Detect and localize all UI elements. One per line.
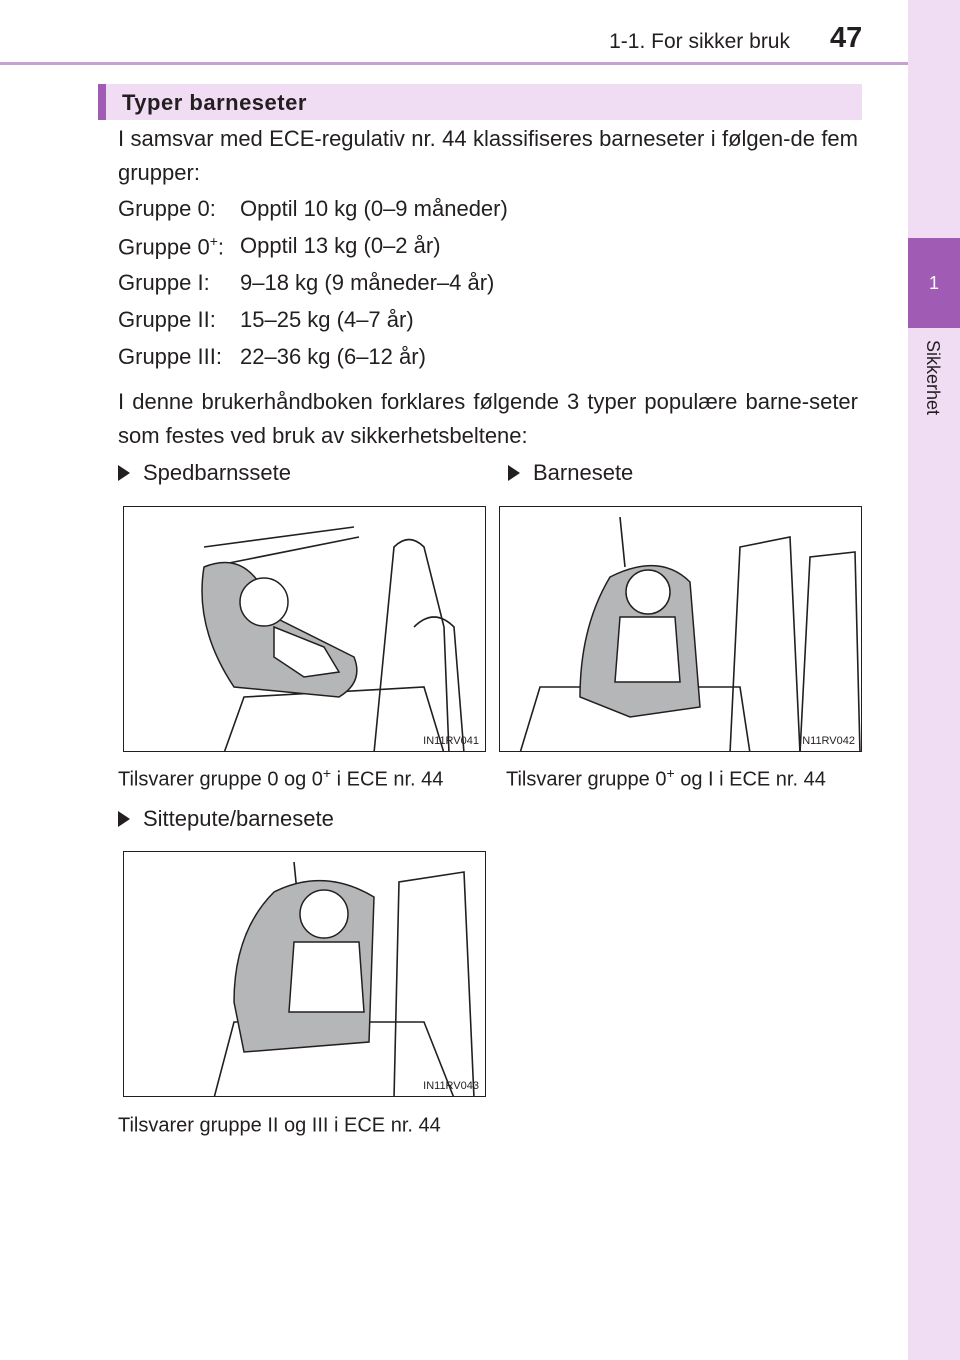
booster-seat-illustration: [124, 852, 486, 1097]
group-value: 9–18 kg (9 måneder–4 år): [240, 270, 495, 295]
group-value: 15–25 kg (4–7 år): [240, 307, 414, 332]
figure-caption: Tilsvarer gruppe II og III i ECE nr. 44: [118, 1114, 441, 1137]
group-value: Opptil 10 kg (0–9 måneder): [240, 196, 508, 221]
group-label: Gruppe II:: [118, 307, 216, 332]
figure-caption: Tilsvarer gruppe 0 og 0+ i ECE nr. 44: [118, 765, 444, 791]
figure-code: IN11RV043: [423, 1080, 479, 1092]
child-seat-illustration: [500, 507, 862, 752]
group-label: Gruppe III:: [118, 344, 222, 369]
header-rule: [0, 62, 908, 65]
intro-paragraph: I samsvar med ECE-regulativ nr. 44 klassifiseres barneseter i følgen-de fem grupper:: [118, 126, 858, 185]
group-value: 22–36 kg (6–12 år): [240, 344, 426, 369]
group-label: Gruppe 0+:: [118, 233, 225, 260]
outro-paragraph: I denne brukerhåndboken forklares følgende 3 typer populære barne-seter som festes ved bruk av sikkerhetsbeltene:: [118, 389, 858, 448]
chapter-number: 1: [908, 238, 960, 328]
triangle-bullet-icon: [118, 465, 130, 481]
chapter-side-tab[interactable]: [908, 0, 960, 1360]
triangle-bullet-icon: [508, 465, 520, 481]
header-section-title: 1-1. For sikker bruk: [609, 30, 790, 53]
group-value: Opptil 13 kg (0–2 år): [240, 233, 441, 258]
group-label: Gruppe 0:: [118, 196, 216, 221]
child-seat-figure: [499, 506, 862, 752]
section-title: Typer barneseter: [122, 90, 307, 115]
figure-heading: Barnesete: [508, 460, 633, 486]
figure-code: IN11RV041: [423, 735, 479, 747]
page-number: 47: [830, 22, 863, 54]
group-label: Gruppe I:: [118, 270, 210, 295]
triangle-bullet-icon: [118, 811, 130, 827]
chapter-label: Sikkerhet: [923, 340, 943, 416]
figure-heading: Spedbarnssete: [118, 460, 291, 486]
figure-code: IN11RV042: [799, 735, 855, 747]
infant-seat-figure: [123, 506, 486, 752]
infant-seat-illustration: [124, 507, 486, 752]
figure-heading: Sittepute/barnesete: [118, 806, 334, 832]
section-title-bar: [98, 84, 862, 120]
figure-caption: Tilsvarer gruppe 0+ og I i ECE nr. 44: [506, 765, 826, 791]
booster-seat-figure: [123, 851, 486, 1097]
